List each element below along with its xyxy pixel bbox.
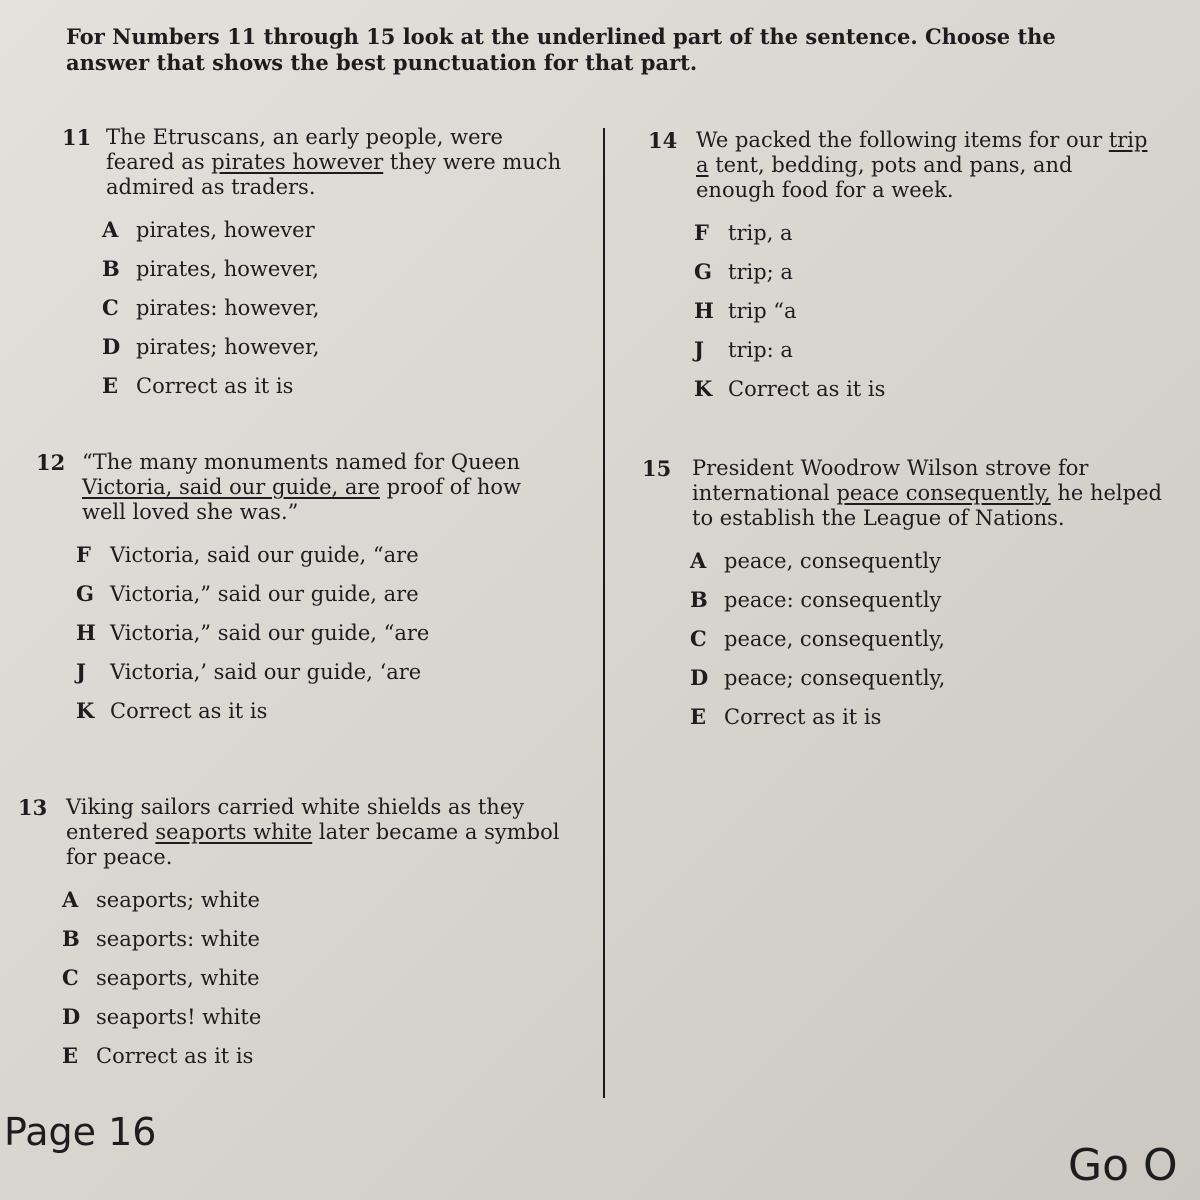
stem-text-after: proof of how well loved she was.” bbox=[82, 475, 522, 524]
question-12 bbox=[36, 450, 556, 730]
answer-option[interactable] bbox=[694, 213, 1148, 252]
option-letter: F bbox=[694, 220, 709, 245]
option-text: Correct as it is bbox=[110, 698, 268, 723]
question-number: 15 bbox=[642, 456, 672, 481]
underlined-part: pirates however bbox=[211, 150, 384, 174]
option-letter: C bbox=[102, 295, 119, 320]
option-text: Correct as it is bbox=[728, 376, 886, 401]
option-letter: A bbox=[690, 548, 707, 573]
answer-option[interactable] bbox=[62, 958, 578, 997]
answer-option[interactable] bbox=[694, 330, 1148, 369]
stem-text-after: tent, bedding, pots and pans, and enough food for a week. bbox=[696, 153, 1073, 202]
option-text: Victoria,” said our guide, are bbox=[110, 581, 419, 606]
option-text: seaports, white bbox=[96, 965, 260, 990]
go-on-label: Go O bbox=[1068, 1140, 1178, 1191]
answer-options bbox=[36, 535, 556, 730]
question-number: 12 bbox=[36, 450, 66, 475]
stem-text-before: “The many monuments named for Queen bbox=[82, 450, 520, 474]
column-divider bbox=[603, 128, 605, 1098]
option-letter: C bbox=[62, 965, 79, 990]
question-number: 13 bbox=[18, 795, 48, 820]
page-number: Page 16 bbox=[4, 1110, 157, 1154]
answer-option[interactable] bbox=[690, 619, 1172, 658]
stem-text-before: The Etruscans, an early people, were feared as bbox=[106, 125, 503, 174]
option-text: seaports; white bbox=[96, 887, 260, 912]
question-stem bbox=[18, 795, 578, 870]
option-text: Correct as it is bbox=[724, 704, 882, 729]
answer-option[interactable] bbox=[76, 535, 556, 574]
option-text: trip; a bbox=[728, 259, 793, 284]
answer-option[interactable] bbox=[62, 880, 578, 919]
option-text: peace, consequently, bbox=[724, 626, 945, 651]
option-text: seaports: white bbox=[96, 926, 260, 951]
answer-options bbox=[648, 213, 1148, 408]
question-text bbox=[66, 795, 578, 870]
answer-option[interactable] bbox=[102, 210, 572, 249]
option-letter: J bbox=[694, 337, 704, 362]
instructions: For Numbers 11 through 15 look at the underlined part of the sentence. Choose the answer that shows the best punctuation for that part. bbox=[66, 24, 1056, 75]
option-letter: C bbox=[690, 626, 707, 651]
option-text: trip “a bbox=[728, 298, 797, 323]
option-letter: A bbox=[102, 217, 119, 242]
option-text: pirates; however, bbox=[136, 334, 320, 359]
option-letter: B bbox=[690, 587, 708, 612]
question-text bbox=[692, 456, 1172, 531]
option-text: peace: consequently bbox=[724, 587, 942, 612]
option-letter: D bbox=[62, 1004, 81, 1029]
option-text: trip: a bbox=[728, 337, 793, 362]
question-stem bbox=[648, 128, 1148, 203]
answer-options bbox=[62, 210, 572, 405]
stem-text-after: they were much admired as traders. bbox=[106, 150, 562, 199]
option-text: pirates, however bbox=[136, 217, 315, 242]
option-text: pirates, however, bbox=[136, 256, 319, 281]
option-letter: H bbox=[76, 620, 96, 645]
answer-option[interactable] bbox=[102, 327, 572, 366]
answer-option[interactable] bbox=[690, 541, 1172, 580]
option-text: Victoria,’ said our guide, ‘are bbox=[110, 659, 422, 684]
option-letter: F bbox=[76, 542, 91, 567]
question-text bbox=[696, 128, 1148, 203]
underlined-part: Victoria, said our guide, are bbox=[82, 475, 380, 499]
question-stem bbox=[62, 125, 572, 200]
option-text: Correct as it is bbox=[96, 1043, 254, 1068]
stem-text-before: We packed the following items for our bbox=[696, 128, 1109, 152]
stem-text-before: Viking sailors carried white shields as they entered bbox=[66, 795, 525, 844]
option-text: pirates: however, bbox=[136, 295, 320, 320]
stem-text-after: later became a symbol for peace. bbox=[66, 820, 560, 869]
option-letter: G bbox=[694, 259, 712, 284]
option-letter: K bbox=[694, 376, 713, 401]
option-letter: K bbox=[76, 698, 95, 723]
option-letter: A bbox=[62, 887, 79, 912]
question-14 bbox=[648, 128, 1148, 408]
question-number: 11 bbox=[62, 125, 92, 150]
underlined-part: trip a bbox=[696, 128, 1148, 177]
answer-options bbox=[18, 880, 578, 1075]
option-letter: E bbox=[62, 1043, 79, 1068]
option-text: trip, a bbox=[728, 220, 793, 245]
answer-option[interactable] bbox=[694, 291, 1148, 330]
stem-text-before: President Woodrow Wilson strove for international bbox=[692, 456, 1089, 505]
answer-option[interactable] bbox=[690, 697, 1172, 736]
answer-option[interactable] bbox=[102, 366, 572, 405]
question-text bbox=[82, 450, 556, 525]
answer-option[interactable] bbox=[76, 691, 556, 730]
answer-option[interactable] bbox=[694, 252, 1148, 291]
question-number: 14 bbox=[648, 128, 678, 153]
option-letter: H bbox=[694, 298, 714, 323]
option-text: peace; consequently, bbox=[724, 665, 946, 690]
option-letter: E bbox=[102, 373, 119, 398]
question-11 bbox=[62, 125, 572, 405]
option-text: Victoria, said our guide, “are bbox=[110, 542, 419, 567]
option-letter: G bbox=[76, 581, 94, 606]
answer-option[interactable] bbox=[62, 1036, 578, 1075]
answer-option[interactable] bbox=[76, 613, 556, 652]
answer-options bbox=[642, 541, 1172, 736]
answer-option[interactable] bbox=[62, 997, 578, 1036]
underlined-part: seaports white bbox=[155, 820, 313, 844]
answer-option[interactable] bbox=[102, 249, 572, 288]
answer-option[interactable] bbox=[694, 369, 1148, 408]
option-letter: B bbox=[102, 256, 120, 281]
question-15 bbox=[642, 456, 1172, 736]
option-letter: E bbox=[690, 704, 707, 729]
option-letter: D bbox=[102, 334, 121, 359]
answer-option[interactable] bbox=[690, 580, 1172, 619]
option-text: Victoria,” said our guide, “are bbox=[110, 620, 430, 645]
answer-option[interactable] bbox=[62, 919, 578, 958]
answer-option[interactable] bbox=[76, 574, 556, 613]
option-letter: D bbox=[690, 665, 709, 690]
option-letter: B bbox=[62, 926, 80, 951]
question-13 bbox=[18, 795, 578, 1075]
option-letter: J bbox=[76, 659, 86, 684]
question-stem bbox=[36, 450, 556, 525]
question-text bbox=[106, 125, 572, 200]
option-text: seaports! white bbox=[96, 1004, 262, 1029]
underlined-part: peace consequently, bbox=[836, 481, 1051, 505]
option-text: peace, consequently bbox=[724, 548, 942, 573]
option-text: Correct as it is bbox=[136, 373, 294, 398]
question-stem bbox=[642, 456, 1172, 531]
answer-option[interactable] bbox=[690, 658, 1172, 697]
stem-text-after: he helped to establish the League of Nations. bbox=[692, 481, 1162, 530]
answer-option[interactable] bbox=[102, 288, 572, 327]
answer-option[interactable] bbox=[76, 652, 556, 691]
